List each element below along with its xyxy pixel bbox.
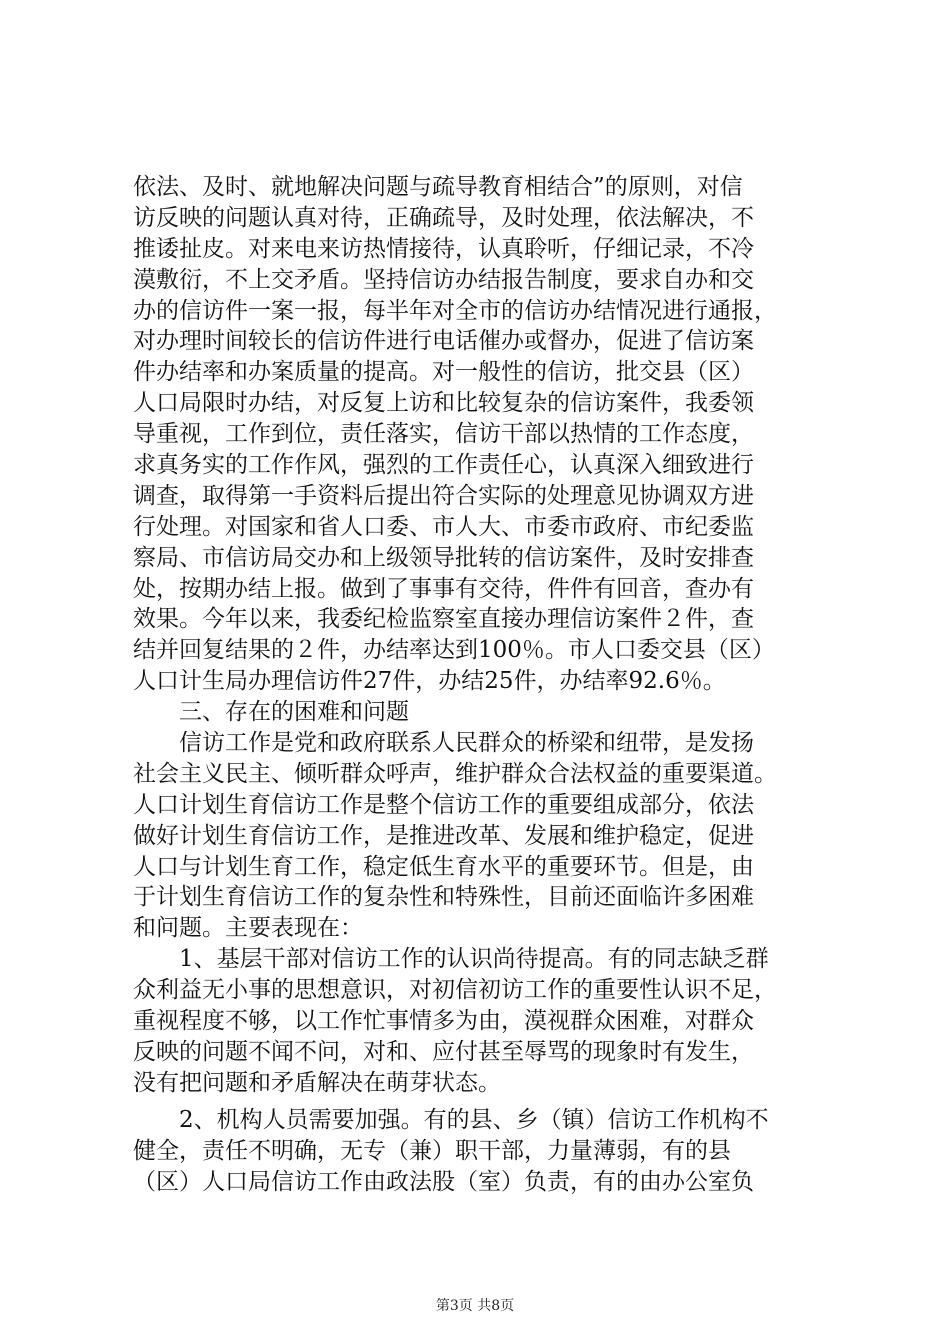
section-heading: 三、存在的困难和问题 bbox=[133, 699, 409, 726]
text-line: 效果。今年以来，我委纪检监察室直接办理信访案件２件，查 bbox=[133, 606, 754, 633]
text-line: 重视程度不够，以工作忙事情多为由，漠视群众困难，对群众 bbox=[133, 1008, 754, 1035]
text-line: 反映的问题不闻不问，对和、应付甚至辱骂的现象时有发生， bbox=[133, 1038, 754, 1065]
text-line: 调查，取得第一手资料后提出符合实际的处理意见协调双方进 bbox=[133, 482, 754, 509]
text-line: 信访工作是党和政府联系人民群众的桥梁和纽带，是发扬 bbox=[133, 730, 754, 757]
text-line: 健全，责任不明确，无专（兼）职干部，力量薄弱，有的县 bbox=[133, 1137, 731, 1164]
text-line: 察局、市信访局交办和上级领导批转的信访案件，及时安排查 bbox=[133, 544, 754, 571]
text-line: 访反映的问题认真对待，正确疏导，及时处理，依法解决，不 bbox=[133, 204, 754, 231]
text-line: 依法、及时、就地解决问题与疏导教育相结合”的原则，对信 bbox=[133, 174, 743, 200]
text-line: 没有把问题和矛盾解决在萌芽状态。 bbox=[133, 1069, 501, 1096]
text-line: 处，按期办结上报。做到了事事有交待，件件有回音，查办有 bbox=[133, 575, 754, 602]
text-line: 人口局限时办结，对反复上访和比较复杂的信访案件，我委领 bbox=[133, 390, 754, 417]
text-line: 行处理。对国家和省人口委、市人大、市委市政府、市纪委监 bbox=[133, 513, 754, 540]
text-line: 众利益无小事的思想意识，对初信初访工作的重要性认识不足， bbox=[133, 977, 777, 1004]
text-line: 1、基层干部对信访工作的认识尚待提高。有的同志缺乏群 bbox=[133, 946, 769, 973]
text-line: 结并回复结果的２件，办结率达到100％。市人口委交县（区） bbox=[133, 637, 775, 664]
text-line: 2、机构人员需要加强。有的县、乡（镇）信访工作机构不 bbox=[133, 1106, 769, 1133]
text-line: 人口计划生育信访工作是整个信访工作的重要组成部分，依法 bbox=[133, 791, 754, 818]
text-line: 办的信访件一案一报，每半年对全市的信访办结情况进行通报， bbox=[133, 297, 777, 324]
text-line: 社会主义民主、倾听群众呼声，维护群众合法权益的重要渠道。 bbox=[133, 760, 777, 787]
text-line: 求真务实的工作作风，强烈的工作责任心，认真深入细致进行 bbox=[133, 452, 754, 479]
text-line: （区）人口局信访工作由政法股（室）负责，有的由办公室负 bbox=[133, 1168, 754, 1195]
text-line: 漠敷衍，不上交矛盾。坚持信访办结报告制度，要求自办和交 bbox=[133, 266, 754, 293]
page-footer: 第3页 共8页 bbox=[435, 1298, 515, 1314]
text-line: 导重视，工作到位，责任落实，信访干部以热情的工作态度， bbox=[133, 421, 754, 448]
text-line: 人口计生局办理信访件27件，办结25件，办结率92.6％。 bbox=[133, 668, 726, 695]
text-line: 于计划生育信访工作的复杂性和特殊性，目前还面临许多困难 bbox=[133, 884, 754, 911]
text-line: 推诿扯皮。对来电来访热情接待，认真聆听，仔细记录，不冷 bbox=[133, 235, 754, 262]
document-body bbox=[133, 172, 833, 1197]
text-line: 对办理时间较长的信访件进行电话催办或督办，促进了信访案 bbox=[133, 328, 754, 355]
text-line: 做好计划生育信访工作，是推进改革、发展和维护稳定，促进 bbox=[133, 822, 754, 849]
text-line: 件办结率和办案质量的提高。对一般性的信访，批交县（区） bbox=[133, 359, 754, 386]
text-line: 人口与计划生育工作，稳定低生育水平的重要环节。但是，由 bbox=[133, 853, 754, 880]
text-line: 和问题。主要表现在： bbox=[133, 915, 363, 942]
